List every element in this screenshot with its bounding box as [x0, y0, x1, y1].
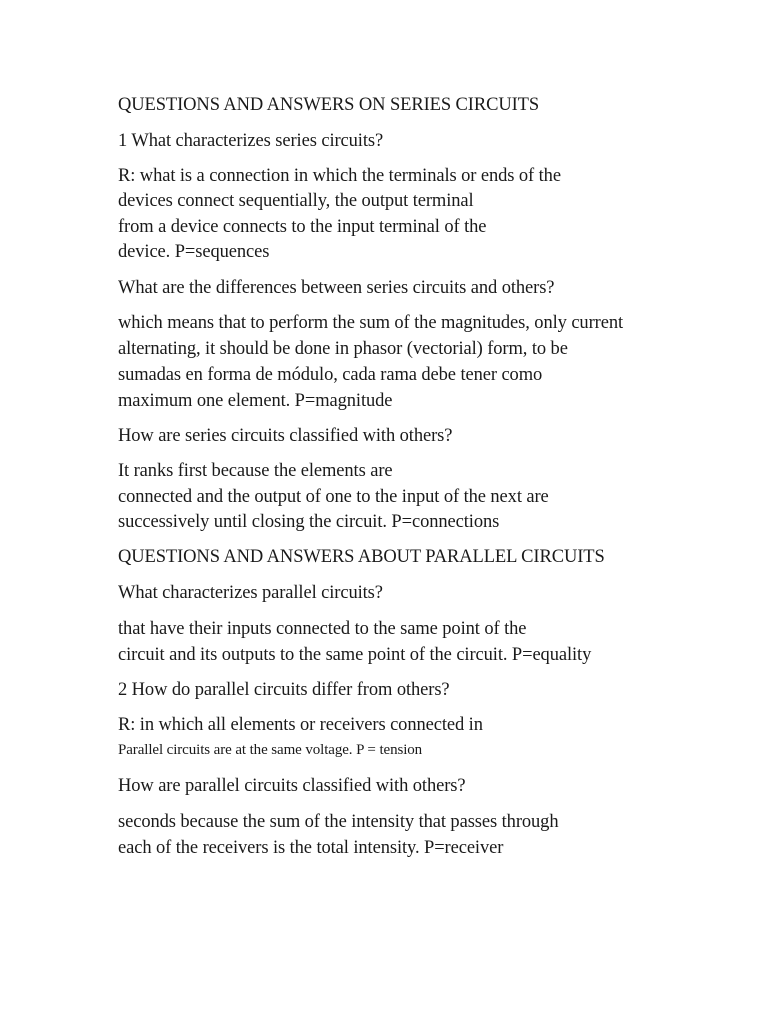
parallel-answer-3-line: each of the receivers is the total intensity. P=receiver — [118, 838, 504, 858]
parallel-heading: QUESTIONS AND ANSWERS ABOUT PARALLEL CIRCUITS — [118, 547, 605, 567]
series-answer-1-line: device. P=sequences — [118, 242, 270, 262]
parallel-question-3: How are parallel circuits classified with others? — [118, 776, 466, 796]
series-answer-1-line: from a device connects to the input terminal of the — [118, 217, 487, 237]
parallel-answer-2-line: Parallel circuits are at the same voltage. P = tension — [118, 742, 423, 758]
series-question-1: 1 What characterizes series circuits? — [118, 131, 384, 151]
parallel-answer-2-line: R: in which all elements or receivers connected in — [118, 715, 483, 735]
parallel-answer-3-line: seconds because the sum of the intensity that passes through — [118, 812, 559, 832]
series-answer-2-line: maximum one element. P=magnitude — [118, 391, 393, 411]
series-answer-3-line: connected and the output of one to the input of the next are — [118, 487, 549, 507]
series-answer-2-line: sumadas en forma de módulo, cada rama debe tener como — [118, 365, 543, 385]
series-heading: QUESTIONS AND ANSWERS ON SERIES CIRCUITS — [118, 95, 540, 115]
series-answer-2-line: alternating, it should be done in phasor (vectorial) form, to be — [118, 339, 568, 359]
series-answer-1-line: R: what is a connection in which the terminals or ends of the — [118, 166, 561, 186]
parallel-answer-1-line: that have their inputs connected to the same point of the — [118, 619, 527, 639]
series-question-2: What are the differences between series circuits and others? — [118, 278, 555, 298]
series-answer-3-line: successively until closing the circuit. P=connections — [118, 512, 500, 532]
parallel-question-2: 2 How do parallel circuits differ from others? — [118, 680, 450, 700]
series-answer-2-line: which means that to perform the sum of the magnitudes, only current — [118, 313, 624, 333]
series-answer-3-line: It ranks first because the elements are — [118, 461, 393, 481]
parallel-question-1: What characterizes parallel circuits? — [118, 583, 383, 603]
series-answer-1-line: devices connect sequentially, the output terminal — [118, 191, 474, 211]
series-question-3: How are series circuits classified with others? — [118, 426, 453, 446]
parallel-answer-1-line: circuit and its outputs to the same point of the circuit. P=equality — [118, 645, 592, 665]
